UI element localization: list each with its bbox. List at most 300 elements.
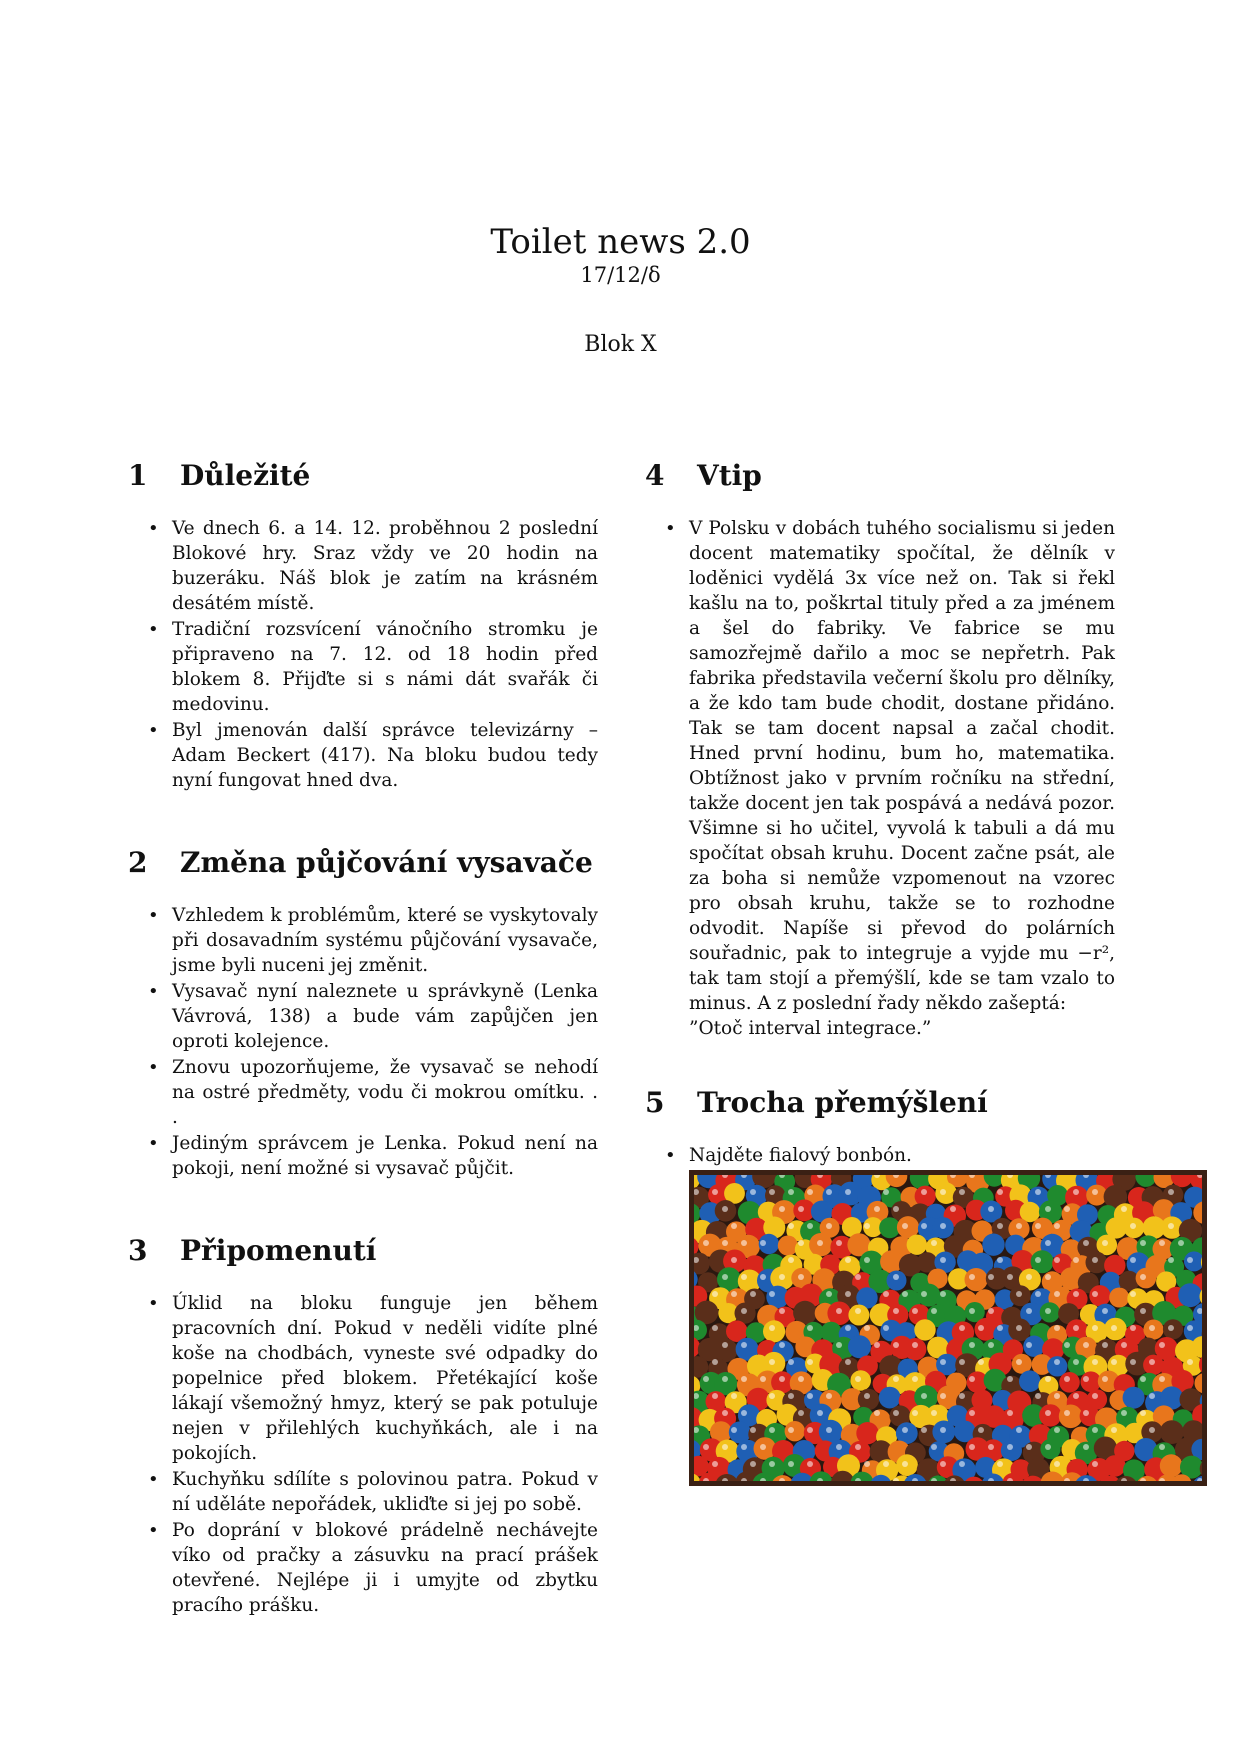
candy-highlight (750, 1427, 756, 1433)
candy-highlight (750, 1189, 756, 1195)
candy-highlight (1035, 1223, 1041, 1229)
candy-highlight (769, 1461, 775, 1467)
list-item: • Jediným správcem je Lenka. Pokud není na pokoji, není možné si vysavač půjčit. (172, 1131, 598, 1181)
candy-highlight (1187, 1359, 1193, 1365)
candy-highlight (940, 1223, 946, 1229)
candy-dot (1089, 1285, 1110, 1306)
candy-dot (879, 1387, 901, 1409)
candy-highlight (798, 1274, 804, 1280)
candy-highlight (893, 1308, 899, 1314)
section-pripomenuti (128, 1233, 598, 1618)
candy-highlight (988, 1274, 994, 1280)
candy-dot (1059, 1372, 1080, 1393)
candy-highlight (1111, 1325, 1117, 1331)
candy-dot (1059, 1405, 1083, 1429)
bullet-list (645, 1143, 1115, 1168)
candy-highlight (722, 1342, 728, 1348)
candy-highlight (1149, 1427, 1155, 1433)
candy-highlight (988, 1206, 994, 1212)
candy-highlight (997, 1461, 1003, 1467)
candy-highlight (1026, 1444, 1032, 1450)
section-heading (645, 458, 1115, 494)
candy-highlight (1054, 1223, 1060, 1229)
candy-highlight (1064, 1342, 1070, 1348)
section-vtip (645, 458, 1115, 1041)
candy-highlight (1073, 1257, 1079, 1263)
candy-highlight (1045, 1376, 1051, 1382)
candy-highlight (1035, 1291, 1041, 1297)
candy-highlight (1111, 1359, 1117, 1365)
candy-highlight (893, 1342, 899, 1348)
candy-highlight (817, 1410, 823, 1416)
candy-highlight (1130, 1223, 1136, 1229)
candy-highlight (855, 1376, 861, 1382)
candy-highlight (1187, 1325, 1193, 1331)
candy-highlight (779, 1308, 785, 1314)
section-title: Změna půjčování vysavače (180, 846, 593, 879)
candy-dot (1040, 1439, 1060, 1459)
candy-highlight (997, 1257, 1003, 1263)
candy-highlight (1083, 1342, 1089, 1348)
candy-highlight (1092, 1359, 1098, 1365)
candy-highlight (1140, 1410, 1146, 1416)
candy-highlight (1092, 1189, 1098, 1195)
candy-highlight (798, 1206, 804, 1212)
candy-dot (785, 1421, 805, 1441)
section-number: 3 (128, 1234, 148, 1267)
list-item: • Znovu upozorňujeme, že vysavač se nehodí na ostré předměty, vodu či mokrou omítku. . . (172, 1055, 598, 1130)
section-title: Připomenutí (180, 1234, 377, 1267)
candy-highlight (807, 1223, 813, 1229)
candy-highlight (826, 1393, 832, 1399)
list-item: • Vysavač nyní naleznete u správkyně (Lenka Vávrová, 138) a bude vám zapůjčen jen oproti kolejence. (172, 979, 598, 1054)
candy-highlight (722, 1206, 728, 1212)
candy-highlight (1092, 1257, 1098, 1263)
candy-highlight (1140, 1274, 1146, 1280)
bullet-list (128, 903, 598, 1181)
candy-dot (1136, 1268, 1157, 1289)
candy-highlight (883, 1189, 889, 1195)
candy-highlight (1178, 1240, 1184, 1246)
list-item: • Ve dnech 6. a 14. 12. proběhnou 2 poslední Blokové hry. Sraz vždy ve 20 hodin na buzeráku. Náš blok je zatím na krásném desátém místě. (172, 516, 598, 616)
candy-highlight (1045, 1240, 1051, 1246)
candy-highlight (1035, 1393, 1041, 1399)
candy-highlight (712, 1189, 718, 1195)
candy-highlight (874, 1206, 880, 1212)
candy-highlight (779, 1274, 785, 1280)
document-author: Blok X (584, 332, 657, 357)
candy-highlight (1121, 1342, 1127, 1348)
candy-highlight (712, 1461, 718, 1467)
candy-highlight (741, 1342, 747, 1348)
candy-highlight (1045, 1308, 1051, 1314)
candy-highlight (836, 1342, 842, 1348)
candy-highlight (902, 1461, 908, 1467)
candy-highlight (959, 1359, 965, 1365)
candy-highlight (826, 1223, 832, 1229)
candy-highlight (1035, 1189, 1041, 1195)
section-heading (645, 1085, 1115, 1121)
candy-highlight (893, 1206, 899, 1212)
candy-highlight (969, 1274, 975, 1280)
candy-highlight (807, 1461, 813, 1467)
candy-highlight (1073, 1393, 1079, 1399)
candy-highlight (807, 1393, 813, 1399)
section-heading (128, 845, 598, 881)
section-title: Vtip (697, 459, 762, 492)
candy-highlight (874, 1342, 880, 1348)
candy-highlight (731, 1223, 737, 1229)
candy-highlight (921, 1189, 927, 1195)
candy-highlight (1016, 1427, 1022, 1433)
candy-highlight (1016, 1325, 1022, 1331)
candy-highlight (1016, 1359, 1022, 1365)
candy-highlight (769, 1427, 775, 1433)
candy-highlight (940, 1393, 946, 1399)
section-heading (128, 458, 598, 494)
candy-highlight (969, 1376, 975, 1382)
candy-highlight (1045, 1206, 1051, 1212)
bullet-list (128, 1291, 598, 1618)
candy-highlight (1168, 1189, 1174, 1195)
candy-highlight (1159, 1376, 1165, 1382)
candy-dot (858, 1389, 879, 1410)
candy-highlight (940, 1359, 946, 1365)
candy-highlight (1140, 1308, 1146, 1314)
candy-highlight (769, 1189, 775, 1195)
candy-highlight (1016, 1223, 1022, 1229)
candy-highlight (1045, 1274, 1051, 1280)
candy-highlight (779, 1376, 785, 1382)
candy-highlight (1054, 1291, 1060, 1297)
candy-highlight (912, 1410, 918, 1416)
candy-highlight (855, 1274, 861, 1280)
candy-highlight (1149, 1325, 1155, 1331)
candy-highlight (1073, 1325, 1079, 1331)
candy-highlight (788, 1257, 794, 1263)
candy-highlight (712, 1291, 718, 1297)
candy-highlight (921, 1393, 927, 1399)
candy-highlight (1121, 1410, 1127, 1416)
candy-highlight (1083, 1376, 1089, 1382)
candy-highlight (940, 1257, 946, 1263)
candy-highlight (769, 1325, 775, 1331)
section-dulezite (128, 458, 598, 793)
candy-highlight (1159, 1342, 1165, 1348)
candy-dot (904, 1338, 926, 1360)
candy-highlight (779, 1342, 785, 1348)
candy-highlight (1054, 1257, 1060, 1263)
candy-highlight (1054, 1325, 1060, 1331)
candy-highlight (1130, 1257, 1136, 1263)
candy-dot (1039, 1404, 1061, 1426)
bullet-list (645, 516, 1115, 1041)
candy-highlight (940, 1189, 946, 1195)
candy-highlight (760, 1274, 766, 1280)
candy-highlight (845, 1189, 851, 1195)
section-number: 1 (128, 459, 148, 492)
candy-highlight (798, 1410, 804, 1416)
candy-highlight (969, 1444, 975, 1450)
section-number: 2 (128, 846, 148, 879)
candy-highlight (1102, 1342, 1108, 1348)
candy-highlight (1168, 1257, 1174, 1263)
candy-highlight (883, 1325, 889, 1331)
candy-highlight (712, 1325, 718, 1331)
candy-highlight (1035, 1257, 1041, 1263)
candy-highlight (931, 1308, 937, 1314)
candy-highlight (988, 1308, 994, 1314)
candy-highlight (1064, 1410, 1070, 1416)
candy-highlight (722, 1376, 728, 1382)
candy-highlight (864, 1223, 870, 1229)
candy-highlight (1168, 1325, 1174, 1331)
candy-highlight (978, 1325, 984, 1331)
candy-highlight (997, 1189, 1003, 1195)
candy-image (689, 1170, 1207, 1486)
candy-highlight (912, 1376, 918, 1382)
candy-highlight (969, 1342, 975, 1348)
candy-highlight (788, 1427, 794, 1433)
candy-highlight (836, 1240, 842, 1246)
candy-highlight (807, 1189, 813, 1195)
candy-highlight (1140, 1376, 1146, 1382)
candy-highlight (1045, 1444, 1051, 1450)
candy-dot (848, 1335, 871, 1358)
candy-highlight (741, 1376, 747, 1382)
candy-highlight (940, 1461, 946, 1467)
candy-highlight (1149, 1393, 1155, 1399)
candy-highlight (788, 1461, 794, 1467)
candy-highlight (921, 1291, 927, 1297)
candy-highlight (902, 1427, 908, 1433)
candy-highlight (912, 1308, 918, 1314)
candy-highlight (912, 1342, 918, 1348)
candy-dot (915, 1186, 936, 1207)
candy-highlight (817, 1240, 823, 1246)
candy-highlight (1187, 1257, 1193, 1263)
candy-dot (887, 1271, 907, 1291)
candy-highlight (1054, 1427, 1060, 1433)
candy-highlight (788, 1189, 794, 1195)
candy-highlight (1168, 1223, 1174, 1229)
candy-highlight (722, 1410, 728, 1416)
candy-highlight (741, 1410, 747, 1416)
candy-highlight (1064, 1376, 1070, 1382)
candy-highlight (845, 1257, 851, 1263)
candy-highlight (722, 1240, 728, 1246)
candy-highlight (1159, 1444, 1165, 1450)
candy-highlight (959, 1325, 965, 1331)
list-item: • Najděte fialový bonbón. (689, 1143, 1115, 1168)
candy-highlight (883, 1461, 889, 1467)
candy-highlight (988, 1444, 994, 1450)
candy-highlight (950, 1206, 956, 1212)
candy-highlight (826, 1189, 832, 1195)
list-item: • Úklid na bloku funguje jen během pracovních dní. Pokud v neděli vidíte plné koše na chodbách, vyneste své odpadky do popelnice před blokem. Přetékající koše lákají všemožný hmyz, který se pak potuluje nejen v přilehlých kuchyňkách, ale i na pokojích. (172, 1291, 598, 1466)
list-item: • Vzhledem k problémům, které se vyskytovaly při dosavadním systému půjčování vysavače, jsme byli nuceni jej změnit. (172, 903, 598, 978)
candy-highlight (1045, 1410, 1051, 1416)
candy-highlight (836, 1444, 842, 1450)
candy-highlight (864, 1461, 870, 1467)
bullet-list (128, 516, 598, 793)
candy-dot (1123, 1387, 1145, 1409)
candy-highlight (788, 1393, 794, 1399)
candy-highlight (731, 1393, 737, 1399)
candy-highlight (940, 1427, 946, 1433)
candy-dot (1109, 1288, 1129, 1308)
candy-highlight (760, 1376, 766, 1382)
candy-dot (1160, 1454, 1183, 1477)
candy-highlight (826, 1291, 832, 1297)
candy-highlight (959, 1393, 965, 1399)
candy-highlight (1092, 1325, 1098, 1331)
candy-highlight (712, 1359, 718, 1365)
candy-highlight (826, 1427, 832, 1433)
candy-highlight (931, 1410, 937, 1416)
section-premysleni (645, 1085, 1115, 1486)
candy-highlight (741, 1308, 747, 1314)
candy-highlight (1092, 1393, 1098, 1399)
candy-highlight (855, 1444, 861, 1450)
candy-highlight (864, 1393, 870, 1399)
candy-dot (965, 1268, 988, 1291)
candy-dot (778, 1236, 798, 1256)
candy-highlight (722, 1444, 728, 1450)
candy-highlight (788, 1223, 794, 1229)
candy-highlight (1083, 1444, 1089, 1450)
candy-highlight (779, 1206, 785, 1212)
section-title: Trocha přemýšlení (697, 1086, 988, 1119)
candy-highlight (1083, 1410, 1089, 1416)
candy-highlight (807, 1325, 813, 1331)
document-title: Toilet news 2.0 (490, 222, 751, 262)
section-number: 5 (645, 1086, 665, 1119)
joke-punchline: ”Otoč interval integrace.” (689, 1018, 932, 1039)
candy-highlight (1092, 1461, 1098, 1467)
candy-highlight (1121, 1206, 1127, 1212)
candy-highlight (978, 1427, 984, 1433)
candy-highlight (741, 1444, 747, 1450)
candy-highlight (807, 1427, 813, 1433)
candy-highlight (1026, 1308, 1032, 1314)
candy-dot (907, 1235, 927, 1255)
candy-highlight (940, 1291, 946, 1297)
section-heading (128, 1233, 598, 1269)
left-column (128, 458, 598, 1619)
candy-highlight (760, 1240, 766, 1246)
candy-highlight (1130, 1325, 1136, 1331)
right-column (645, 458, 1115, 1486)
section-vysavac (128, 845, 598, 1181)
candy-highlight (750, 1291, 756, 1297)
candy-highlight (1054, 1393, 1060, 1399)
candy-highlight (959, 1189, 965, 1195)
candy-highlight (1073, 1359, 1079, 1365)
candy-highlight (769, 1359, 775, 1365)
candy-highlight (921, 1223, 927, 1229)
candy-highlight (1054, 1359, 1060, 1365)
candy-highlight (864, 1257, 870, 1263)
candy-highlight (741, 1240, 747, 1246)
candy-highlight (1026, 1342, 1032, 1348)
candy-highlight (836, 1308, 842, 1314)
candy-highlight (931, 1444, 937, 1450)
candy-dot (850, 1370, 871, 1391)
candy-highlight (788, 1359, 794, 1365)
candy-highlight (712, 1393, 718, 1399)
candy-highlight (798, 1376, 804, 1382)
candy-highlight (1102, 1240, 1108, 1246)
list-item (689, 516, 1115, 1041)
candy-highlight (893, 1376, 899, 1382)
candy-highlight (1092, 1427, 1098, 1433)
candy-highlight (1054, 1461, 1060, 1467)
candy-dot (1143, 1355, 1164, 1376)
candy-highlight (893, 1274, 899, 1280)
candy-highlight (997, 1223, 1003, 1229)
candy-highlight (1130, 1291, 1136, 1297)
candy-highlight (902, 1291, 908, 1297)
candy-dot (848, 1305, 869, 1326)
candy-dot (1135, 1175, 1156, 1187)
candy-dot (1001, 1440, 1022, 1461)
candy-highlight (1159, 1240, 1165, 1246)
candy-highlight (1102, 1308, 1108, 1314)
candy-highlight (1007, 1444, 1013, 1450)
candy-highlight (760, 1444, 766, 1450)
candy-highlight (921, 1427, 927, 1433)
candy-highlight (703, 1240, 709, 1246)
candy-highlight (1073, 1291, 1079, 1297)
candy-highlight (1026, 1274, 1032, 1280)
candy-highlight (1149, 1359, 1155, 1365)
candy-highlight (969, 1410, 975, 1416)
candy-dot (763, 1320, 785, 1342)
candy-highlight (703, 1376, 709, 1382)
candy-highlight (988, 1342, 994, 1348)
candy-highlight (978, 1359, 984, 1365)
section-title: Důležité (180, 459, 311, 492)
candy-highlight (1102, 1376, 1108, 1382)
candy-highlight (731, 1291, 737, 1297)
candy-highlight (874, 1410, 880, 1416)
candy-highlight (1073, 1189, 1079, 1195)
candy-highlight (969, 1308, 975, 1314)
candy-highlight (769, 1291, 775, 1297)
candy-highlight (902, 1223, 908, 1229)
candy-highlight (741, 1274, 747, 1280)
candy-highlight (798, 1240, 804, 1246)
candy-highlight (750, 1461, 756, 1467)
candy-highlight (864, 1325, 870, 1331)
candy-highlight (731, 1257, 737, 1263)
candy-highlight (1016, 1291, 1022, 1297)
candy-highlight (731, 1427, 737, 1433)
candy-highlight (855, 1308, 861, 1314)
candy-highlight (807, 1359, 813, 1365)
candy-highlight (845, 1291, 851, 1297)
candy-highlight (845, 1325, 851, 1331)
candy-highlight (1007, 1376, 1013, 1382)
candy-highlight (1007, 1274, 1013, 1280)
candy-dot (1104, 1455, 1126, 1477)
candy-highlight (1140, 1240, 1146, 1246)
candy-highlight (1111, 1427, 1117, 1433)
candy-highlight (997, 1325, 1003, 1331)
candy-highlight (959, 1461, 965, 1467)
candy-highlight (1130, 1359, 1136, 1365)
